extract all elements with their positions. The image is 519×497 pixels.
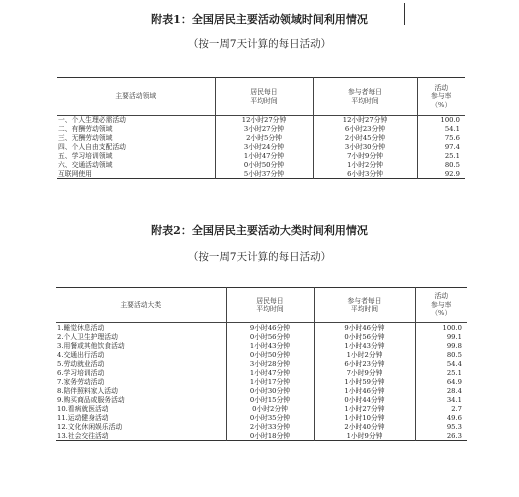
resident-avg-cell: 1小时43分钟: [226, 341, 314, 350]
table1-header-domain: 主要活动领域: [57, 78, 215, 116]
row-label: 7.家务劳动活动: [57, 377, 105, 386]
resident-avg-cell: 2小时5分钟: [215, 134, 313, 143]
resident-avg-cell: 3小时28分钟: [226, 359, 314, 368]
table2-header-participant-avg: 参与者每日 平均时间: [314, 288, 415, 323]
table-row: [56, 413, 467, 422]
row-label: 12.文化休闲娱乐活动: [57, 422, 123, 431]
table-row: [57, 125, 465, 134]
rate-cell: 2.7: [415, 404, 467, 413]
row-label: 6.学习培训活动: [57, 368, 105, 377]
row-label: 11.运动健身活动: [57, 413, 109, 422]
table1: [57, 77, 465, 179]
table-row: [56, 395, 467, 404]
table2-body: [56, 323, 467, 441]
participant-avg-cell: 2小时40分钟: [314, 422, 415, 431]
participant-avg-cell: 6小时23分钟: [314, 359, 415, 368]
resident-avg-cell: 0小时50分钟: [226, 350, 314, 359]
table-row: [56, 422, 467, 431]
row-label: 六、交通活动领域: [58, 160, 113, 169]
table1-body: [57, 116, 465, 179]
resident-avg-cell: 0小时18分钟: [226, 431, 314, 441]
table-row: [57, 116, 465, 125]
rate-cell: 95.3: [415, 422, 467, 431]
resident-avg-cell: 1小时47分钟: [226, 368, 314, 377]
participant-avg-cell: 7小时9分钟: [313, 152, 417, 161]
participant-avg-cell: 1小时9分钟: [314, 431, 415, 441]
table1-subtitle: （按一周7天计算的每日活动）: [187, 38, 332, 50]
table2: [56, 287, 467, 441]
row-label: 4.交通出行活动: [57, 350, 105, 359]
table-row: [56, 386, 467, 395]
row-label: 3.用餐或其他饮食活动: [57, 341, 125, 350]
participant-avg-cell: 0小时44分钟: [314, 395, 415, 404]
participant-avg-cell: 1小时43分钟: [314, 341, 415, 350]
table-row: [57, 160, 465, 169]
participant-avg-cell: 1小时46分钟: [314, 386, 415, 395]
participant-avg-cell: 2小时45分钟: [313, 134, 417, 143]
resident-avg-cell: 0小时2分钟: [226, 404, 314, 413]
participant-avg-cell: 1小时27分钟: [314, 404, 415, 413]
rate-cell: 25.1: [417, 152, 465, 161]
row-label: 1.睡觉休息活动: [57, 323, 105, 332]
table1-title: 附表1：全国居民主要活动领域时间利用情况: [151, 13, 368, 26]
resident-avg-cell: 1小时47分钟: [215, 152, 313, 161]
rate-cell: 99.1: [415, 332, 467, 341]
row-label: 一、个人生理必需活动: [58, 116, 126, 125]
resident-avg-cell: 0小时15分钟: [226, 395, 314, 404]
resident-avg-cell: 9小时46分钟: [226, 323, 314, 333]
table2-header-resident-avg: 居民每日 平均时间: [226, 288, 314, 323]
resident-avg-cell: 1小时17分钟: [226, 377, 314, 386]
rate-cell: 92.9: [417, 169, 465, 178]
participant-avg-cell: 1小时2分钟: [314, 350, 415, 359]
table-row: [57, 134, 465, 143]
participant-avg-cell: 6小时3分钟: [313, 169, 417, 178]
resident-avg-cell: 5小时37分钟: [215, 169, 313, 178]
participant-avg-cell: 7小时9分钟: [314, 368, 415, 377]
participant-avg-cell: 9小时46分钟: [314, 323, 415, 333]
table-row: [56, 350, 467, 359]
table-row: [56, 323, 467, 333]
table-row: [57, 169, 465, 178]
rate-cell: 75.6: [417, 134, 465, 143]
table2-header-participation-rate: 活动 参与率 （%）: [415, 288, 467, 323]
table-row: [57, 152, 465, 161]
row-label: 2.个人卫生护理活动: [57, 332, 118, 341]
table-row: [56, 368, 467, 377]
resident-avg-cell: 3小时24分钟: [215, 143, 313, 152]
row-label: 10.看病就医活动: [57, 404, 109, 413]
row-label: 四、个人自由支配活动: [58, 143, 126, 152]
table1-header-participation-rate: 活动 参与率 （%）: [417, 78, 465, 116]
table1-header-participant-avg: 参与者每日 平均时间: [313, 78, 417, 116]
resident-avg-cell: 0小时35分钟: [226, 413, 314, 422]
table-row: [56, 341, 467, 350]
row-label: 二、有酬劳动领域: [58, 125, 113, 134]
rate-cell: 28.4: [415, 386, 467, 395]
participant-avg-cell: 1小时59分钟: [314, 377, 415, 386]
table-row: [56, 359, 467, 368]
resident-avg-cell: 0小时30分钟: [226, 386, 314, 395]
table2-subtitle: （按一周7天计算的每日活动）: [187, 251, 332, 263]
participant-avg-cell: 1小时10分钟: [314, 413, 415, 422]
rate-cell: 25.1: [415, 368, 467, 377]
resident-avg-cell: 3小时27分钟: [215, 125, 313, 134]
participant-avg-cell: 0小时56分钟: [314, 332, 415, 341]
table-row: [57, 143, 465, 152]
row-label: 13.社会交往活动: [57, 431, 109, 440]
rate-cell: 97.4: [417, 143, 465, 152]
rate-cell: 54.4: [415, 359, 467, 368]
row-label: 五、学习培训领域: [58, 152, 113, 160]
row-label: 8.陪伴照料家人活动: [57, 386, 118, 395]
rate-cell: 80.5: [415, 350, 467, 359]
rate-cell: 49.6: [415, 413, 467, 422]
resident-avg-cell: 0小时50分钟: [215, 160, 313, 169]
rate-cell: 80.5: [417, 160, 465, 169]
resident-avg-cell: 0小时56分钟: [226, 332, 314, 341]
row-label: 9.购买商品或服务活动: [57, 395, 125, 404]
participant-avg-cell: 12小时27分钟: [313, 116, 417, 125]
resident-avg-cell: 2小时33分钟: [226, 422, 314, 431]
rate-cell: 54.1: [417, 125, 465, 134]
table2-header-category: 主要活动大类: [56, 288, 226, 323]
table2-title: 附表2：全国居民主要活动大类时间利用情况: [151, 224, 368, 237]
resident-avg-cell: 12小时27分钟: [215, 116, 313, 125]
participant-avg-cell: 6小时23分钟: [313, 125, 417, 134]
rate-cell: 100.0: [417, 116, 465, 125]
row-label: 互联网使用: [58, 169, 92, 178]
rate-cell: 34.1: [415, 395, 467, 404]
rate-cell: 26.3: [415, 431, 467, 441]
table-row: [56, 404, 467, 413]
table1-header-resident-avg: 居民每日 平均时间: [215, 78, 313, 116]
table-row: [56, 332, 467, 341]
row-label: 5.劳动就业活动: [57, 359, 105, 368]
rate-cell: 100.0: [415, 323, 467, 333]
row-label: 三、无酬劳动领域: [58, 134, 113, 143]
rate-cell: 99.8: [415, 341, 467, 350]
table-row: [56, 431, 467, 441]
participant-avg-cell: 3小时30分钟: [313, 143, 417, 152]
participant-avg-cell: 1小时2分钟: [313, 160, 417, 169]
table-row: [56, 377, 467, 386]
rate-cell: 64.9: [415, 377, 467, 386]
